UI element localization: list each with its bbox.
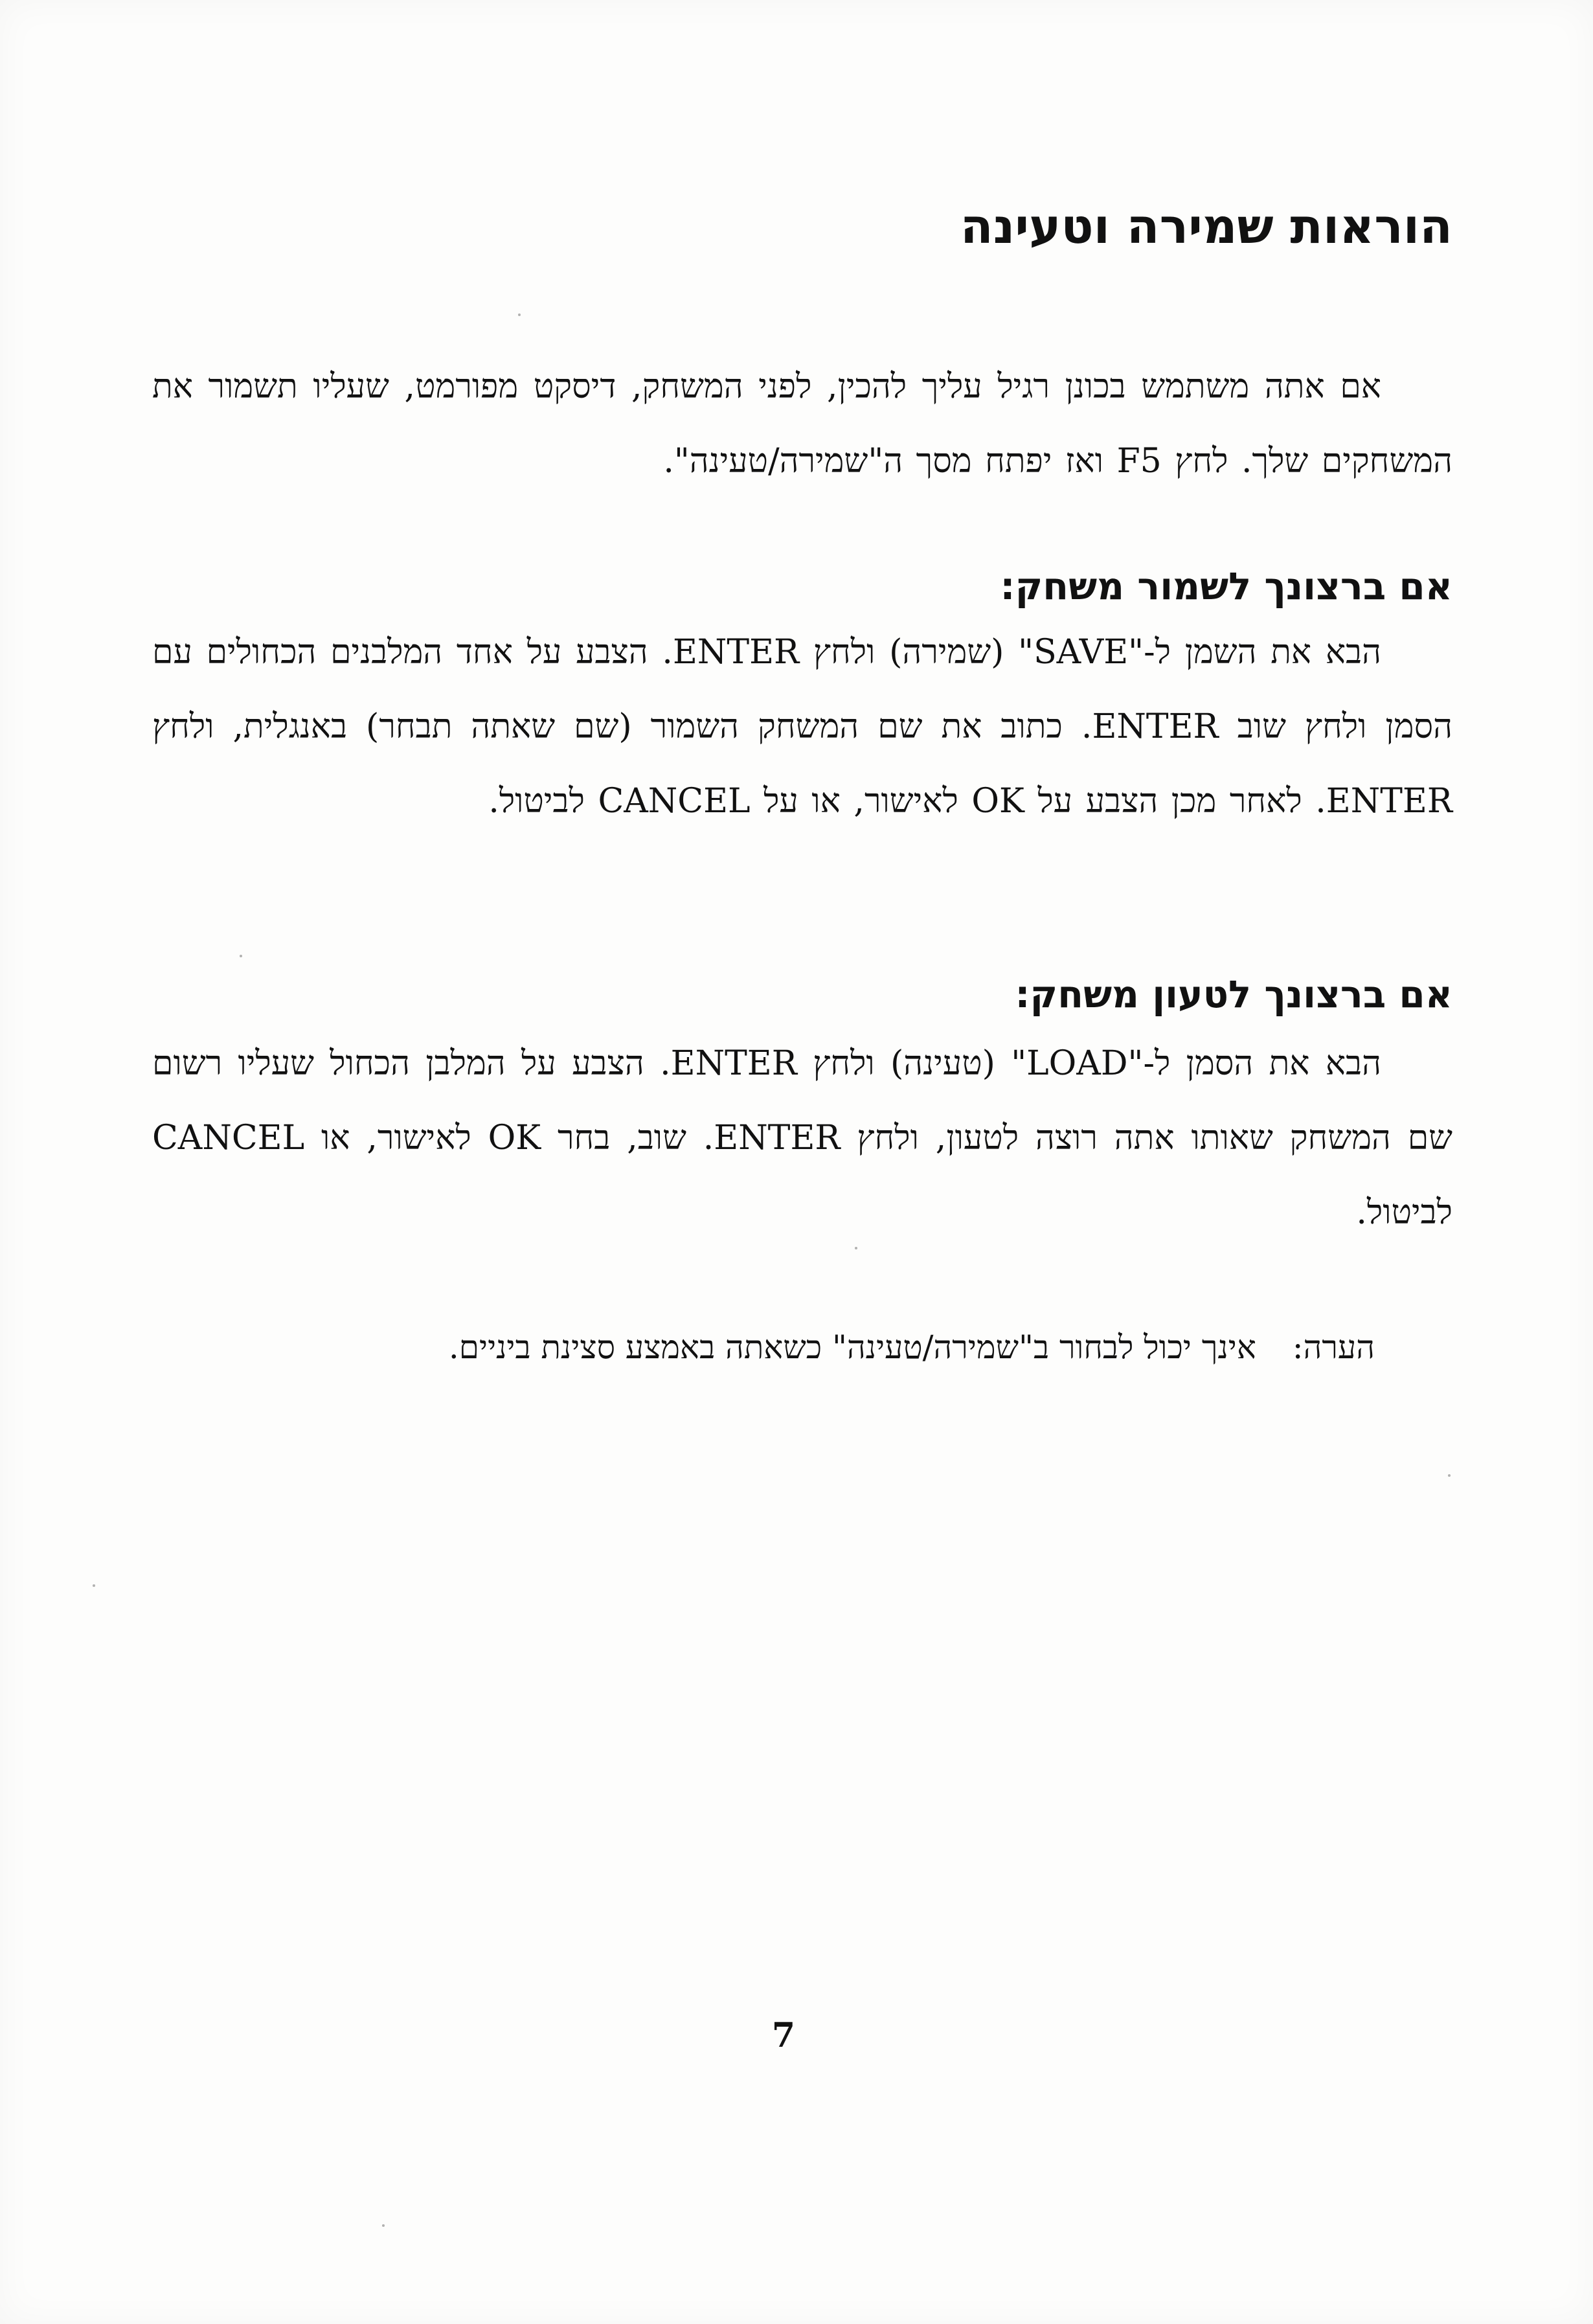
note [152, 1318, 1375, 1376]
load-section-body: הבא את הסמן ל-"LOAD" (טעינה) ולחץ ENTER. הצבע על המלבן הכחול שעליו רשום שם המשחק שאותו אתה רוצה לטעון, ולחץ ENTER. שוב, בחר OK לאישור, או CANCEL לביטול. [152, 1044, 1452, 1232]
save-section-heading: אם ברצונך לשמור משחק: [1000, 564, 1452, 608]
load-section-heading: אם ברצונך לטעון משחק: [1015, 972, 1452, 1016]
scan-speck [93, 1584, 95, 1587]
note-text: אינך יכול לבחור ב"שמירה/טעינה" כשאתה באמצע סצינת ביניים. [448, 1328, 1256, 1366]
page-number: 7 [771, 2016, 796, 2055]
document-content [152, 194, 1452, 2073]
save-section-body: הבא את השמן ל-"SAVE" (שמירה) ולחץ ENTER. הצבע על אחד המלבנים הכחולים עם הסמן ולחץ שוב ENTER. כתוב את שם המשחק השמור (שם שאתה תבחר) באנגלית, ולחץ ENTER. לאחר מכן הצבע על OK לאישור, או על CANCEL לביטול. [152, 633, 1452, 821]
intro-paragraph: אם אתה משתמש בכונן רגיל עליך להכין, לפני המשחק, דיסקט מפורמט, שעליו תשמור את המשחקים שלך. לחץ F5 ואז יפתח מסך ה"שמירה/טעינה". [152, 367, 1452, 481]
scan-speck [382, 2224, 385, 2227]
note-label: הערה: [1292, 1328, 1375, 1366]
page-title: הוראות שמירה וטעינה [960, 199, 1452, 255]
